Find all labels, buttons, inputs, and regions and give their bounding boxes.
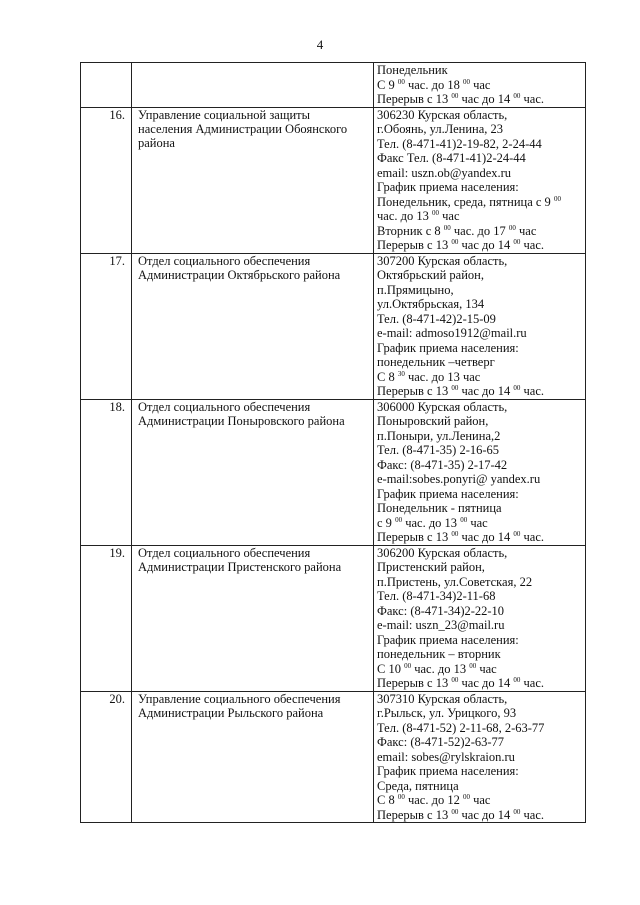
time-minutes-superscript: 00 (513, 384, 521, 392)
contact-info-line: График приема населения: (377, 340, 519, 355)
organization-name-line: Управление социального обеспечения (138, 691, 341, 706)
table-row (81, 253, 586, 399)
contact-info-line: Понедельник, среда, пятница с 9 $^{00}$ (377, 194, 561, 209)
contact-info-cell (374, 691, 586, 823)
time-minutes-superscript: 00 (432, 209, 439, 217)
time-minutes-superscript: 00 (404, 661, 412, 670)
contact-info-cell (374, 545, 586, 691)
time-minutes-superscript: 00 (397, 793, 405, 801)
contact-info-line: 307310 Курская область, (377, 691, 508, 706)
time-minutes-superscript: 00 (451, 530, 459, 538)
page-number: 4 (316, 37, 324, 52)
contact-info-line: с 9 $^{00}$ час. до 13 $^{00}$ час (377, 515, 488, 530)
contact-info-line: Вторник с 8 $^{00}$ час. до 17 $^{00}$ час (377, 223, 537, 238)
contact-info-line: Понедельник (377, 63, 448, 77)
organization-name-cell (132, 691, 374, 823)
contact-info-line: Тел. (8-471-35) 2-16-65 (377, 443, 500, 457)
contacts-table (80, 62, 586, 823)
contact-info-cell (374, 107, 586, 253)
contact-info-line: e-mail: uszn_23@mail.ru (377, 618, 505, 632)
organization-name-cell (132, 63, 374, 108)
organization-name-line: Администрации Поныровского района (138, 413, 345, 428)
row-number-cell (81, 107, 132, 253)
contact-info-line: email: uszn.ob@yandex.ru (377, 165, 512, 180)
contact-info-line: Пристенский район, (377, 560, 485, 574)
contact-info-line: Среда, пятница (377, 778, 459, 793)
contact-info-line: e-mail:sobes.ponyri@ yandex.ru (377, 472, 541, 486)
contact-info-line: Понедельник - пятница (377, 501, 502, 515)
contact-info-line: Тел. (8-471-34)2-11-68 (377, 589, 496, 603)
organization-name-line: района (138, 135, 175, 150)
contact-info-cell (374, 399, 586, 545)
contact-info-line: ул.Октябрьская, 134 (377, 297, 485, 311)
row-number: 17. (109, 253, 125, 268)
contact-info-line: Тел. (8-471-52) 2-11-68, 2-63-77 (377, 720, 545, 735)
contact-info-line: 307200 Курская область, (377, 253, 508, 268)
time-minutes-superscript: 00 (513, 238, 521, 246)
contact-info-line: п.Поныри, ул.Ленина,2 (377, 428, 501, 443)
contact-info-line: час. до 13 $^{00}$ час (377, 209, 460, 223)
organization-name-cell (132, 545, 374, 691)
row-number-cell (81, 691, 132, 823)
organization-name-cell (132, 107, 374, 253)
time-minutes-superscript: 00 (451, 807, 459, 816)
contact-info-line: г.Рыльск, ул. Урицкого, 93 (377, 706, 517, 720)
contact-info-line: п.Прямицыно, (377, 282, 454, 297)
contact-info-line: Перерыв с 13 $^{00}$ час до 14 $^{00}$ час. (377, 676, 544, 690)
contact-info-line: Тел. (8-471-42)2-15-09 (377, 311, 496, 326)
time-minutes-superscript: 00 (451, 238, 459, 246)
contact-info-line: Факс Тел. (8-471-41)2-24-44 (377, 151, 526, 165)
organization-name-line: населения Администрации Обоянского (138, 121, 348, 136)
organization-name-line: Отдел социального обеспечения (138, 545, 311, 560)
contact-info-cell (374, 63, 586, 108)
time-minutes-superscript: 00 (513, 530, 521, 538)
table-row (81, 545, 586, 691)
contact-info-line: e-mail: admoso1912@mail.ru (377, 326, 527, 340)
contact-info-line: Факс: (8-471-52)2-63-77 (377, 735, 505, 749)
time-minutes-superscript: 00 (462, 77, 470, 86)
time-minutes-superscript: 00 (469, 661, 477, 670)
organization-name-line: Управление социальной защиты (138, 107, 311, 122)
time-minutes-superscript: 30 (397, 369, 405, 378)
contact-info-line: Поныровский район, (377, 414, 489, 428)
contact-info-line: Перерыв с 13 $^{00}$ час до 14 $^{00}$ час. (377, 92, 544, 106)
organization-name-line: Отдел социального обеспечения (138, 253, 311, 268)
row-number: 20. (109, 691, 125, 706)
time-minutes-superscript: 00 (397, 77, 405, 86)
time-minutes-superscript: 00 (443, 223, 451, 232)
contact-info-line: понедельник – вторник (377, 647, 501, 661)
table-row (81, 107, 586, 253)
time-minutes-superscript: 00 (451, 92, 459, 100)
contact-info-line: Перерыв с 13 $^{00}$ час до 14 $^{00}$ час. (377, 384, 544, 398)
organization-name-line: Администрации Пристенского района (138, 559, 342, 574)
organization-name-line: Администрации Рыльского района (138, 705, 324, 720)
row-number-cell (81, 545, 132, 691)
time-minutes-superscript: 00 (513, 676, 521, 684)
time-minutes-superscript: 00 (553, 194, 561, 203)
contact-info-line: С 9 $^{00}$ час. до 18 $^{00}$ час (377, 77, 491, 92)
contact-info-line: С 8 $^{00}$ час. до 12 $^{00}$ час (377, 793, 491, 807)
time-minutes-superscript: 00 (508, 223, 516, 232)
contact-info-line: email: sobes@rylskraion.ru (377, 749, 515, 764)
row-number-cell (81, 399, 132, 545)
contact-info-line: График приема населения: (377, 632, 519, 647)
contact-info-line: С 10 $^{00}$ час. до 13 $^{00}$ час (377, 661, 497, 676)
contact-info-line: С 8 $^{30}$ час. до 13 час (377, 369, 481, 384)
contact-info-line: Перерыв с 13 $^{00}$ час до 14 $^{00}$ час. (377, 807, 544, 822)
row-number: 16. (109, 107, 125, 122)
contact-info-line: График приема населения: (377, 486, 519, 501)
table-body (81, 63, 586, 823)
time-minutes-superscript: 00 (460, 515, 468, 524)
table-row (81, 691, 586, 823)
contact-info-line: График приема населения: (377, 764, 519, 778)
organization-name-cell (132, 253, 374, 399)
organization-name-cell (132, 399, 374, 545)
row-number: 18. (109, 399, 125, 414)
contact-info-line: п.Пристень, ул.Советская, 22 (377, 574, 533, 589)
time-minutes-superscript: 00 (462, 793, 470, 801)
time-minutes-superscript: 00 (451, 676, 459, 684)
organization-name-line: Отдел социального обеспечения (138, 399, 311, 414)
row-number-cell (81, 63, 132, 108)
contact-info-line: График приема населения: (377, 180, 519, 194)
contact-info-cell (374, 253, 586, 399)
time-minutes-superscript: 00 (513, 92, 521, 100)
time-minutes-superscript: 00 (395, 515, 403, 524)
time-minutes-superscript: 00 (451, 384, 459, 392)
contact-info-line: Перерыв с 13 $^{00}$ час до 14 $^{00}$ час. (377, 238, 544, 252)
contact-info-line: Октябрьский район, (377, 268, 484, 282)
organization-name-line: Администрации Октябрьского района (138, 267, 341, 282)
contact-info-line: 306200 Курская область, (377, 545, 508, 560)
contact-info-line: Факс: (8-471-34)2-22-10 (377, 603, 505, 618)
time-minutes-superscript: 00 (513, 807, 521, 816)
contact-info-line: 306230 Курская область, (377, 107, 508, 122)
table-row (81, 63, 586, 108)
contact-info-line: Тел. (8-471-41)2-19-82, 2-24-44 (377, 136, 542, 151)
contact-info-line: Перерыв с 13 $^{00}$ час до 14 $^{00}$ час. (377, 530, 544, 544)
contact-info-line: Факс: (8-471-35) 2-17-42 (377, 457, 508, 472)
contact-info-line: понедельник –четверг (377, 355, 495, 369)
contact-info-line: г.Обоянь, ул.Ленина, 23 (377, 122, 504, 136)
row-number-cell (81, 253, 132, 399)
contact-info-line: 306000 Курская область, (377, 399, 508, 414)
table-row (81, 399, 586, 545)
row-number: 19. (109, 545, 125, 560)
